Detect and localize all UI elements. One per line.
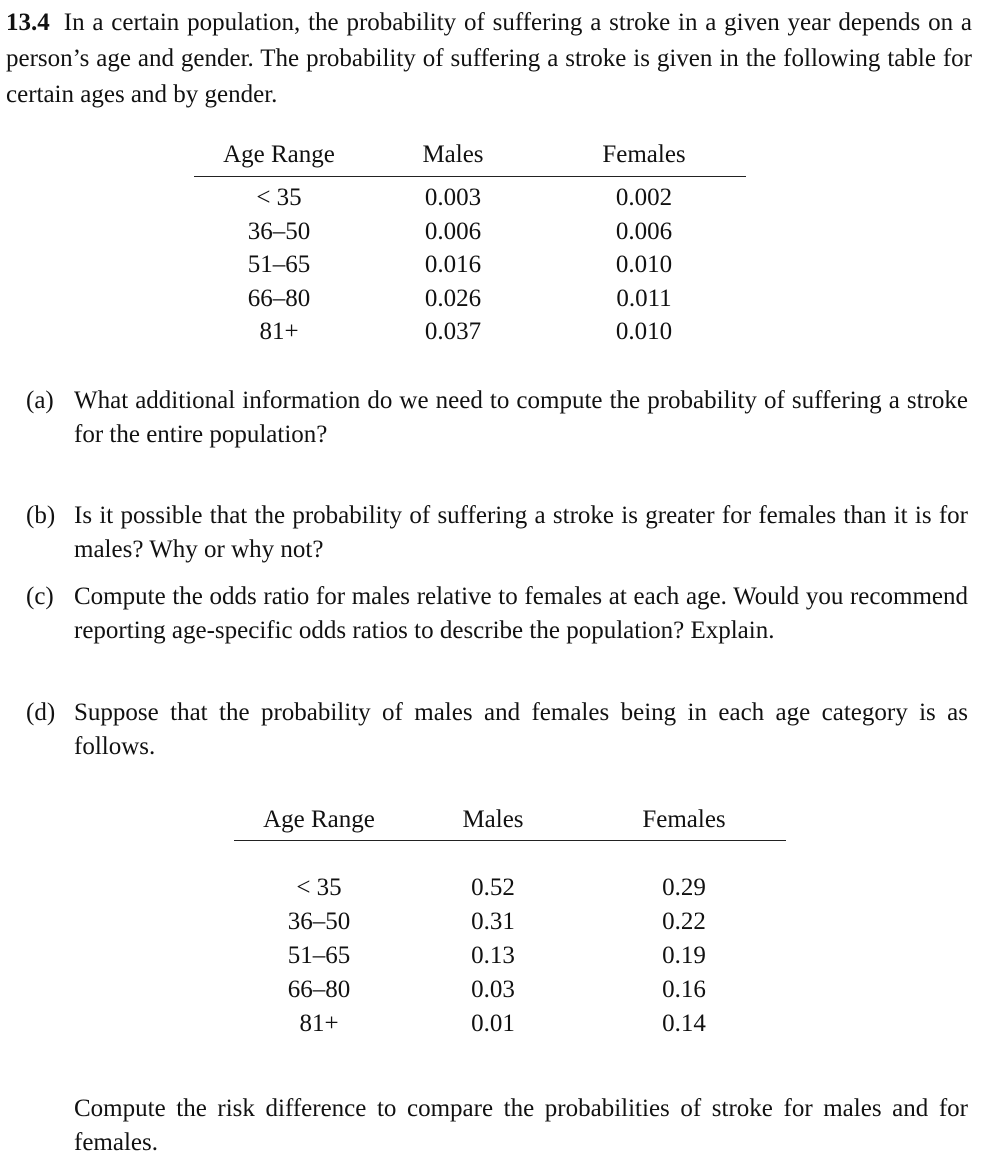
cell-females: 0.006 [615, 217, 673, 245]
table-row [194, 215, 746, 249]
table-header-row [194, 137, 746, 177]
table-row [234, 939, 786, 973]
table-row [234, 905, 786, 939]
cell-males: 0.01 [471, 1010, 515, 1037]
cell-age: 81+ [299, 1010, 339, 1037]
problem-intro-text: In a certain population, the probability of suffering a stroke in a given year depends on a person’s age and gender. The probability of suffering a stroke is given in the following table for certain ages and by gender. [6, 9, 972, 108]
cell-age: 66–80 [247, 284, 311, 312]
cell-females: 0.29 [662, 874, 706, 901]
cell-males: 0.006 [424, 217, 482, 245]
cell-females: 0.22 [662, 908, 706, 935]
cell-age: 36–50 [287, 908, 351, 935]
cell-females: 0.19 [662, 942, 706, 969]
age-distribution-table [234, 802, 786, 1041]
question-part-c [26, 580, 968, 648]
cell-females: 0.011 [616, 284, 672, 312]
stroke-probability-table [194, 137, 746, 349]
table-row [234, 973, 786, 1007]
table-row [234, 871, 786, 905]
cell-females: 0.14 [662, 1010, 706, 1037]
closing-instruction: Compute the risk difference to compare the probabilities of stroke for males and for females. [74, 1095, 968, 1156]
header-age-range: Age Range [234, 802, 404, 841]
table-row [194, 315, 746, 349]
part-text: Compute the odds ratio for males relative to females at each age. Would you recommend reporting age-specific odds ratios to describe the population? Explain. [74, 583, 968, 644]
cell-females: 0.010 [615, 251, 673, 278]
question-part-d [26, 696, 968, 764]
table-row [194, 248, 746, 282]
cell-males: 0.31 [471, 908, 515, 935]
part-label: (a) [26, 387, 54, 414]
cell-males: 0.03 [471, 976, 515, 1003]
table-row [234, 1007, 786, 1041]
cell-age: 36–50 [247, 217, 311, 245]
cell-age: < 35 [256, 184, 302, 211]
part-text: What additional information do we need to compute the probability of suffering a stroke for the entire population? [74, 387, 968, 448]
cell-males: 0.13 [471, 942, 515, 969]
question-part-b [26, 499, 968, 567]
table-header-row [234, 802, 786, 841]
part-text: Suppose that the probability of males and females being in each age category is as follows. [74, 699, 968, 760]
problem-number: 13.4 [6, 9, 50, 36]
cell-females: 0.002 [615, 184, 673, 211]
table-row [194, 177, 746, 215]
cell-females: 0.16 [662, 976, 706, 1003]
cell-age: 51–65 [247, 251, 311, 278]
table-spacer-row [234, 841, 786, 872]
header-males: Males [364, 137, 542, 177]
problem-intro [6, 5, 972, 113]
header-females: Females [582, 802, 786, 841]
part-label: (c) [26, 583, 54, 610]
cell-females: 0.010 [615, 318, 673, 345]
part-text: Is it possible that the probability of suffering a stroke is greater for females than it is for males? Why or why not? [74, 502, 968, 563]
part-label: (b) [26, 502, 56, 529]
cell-age: < 35 [296, 874, 342, 901]
cell-age: 81+ [259, 318, 299, 345]
cell-age: 51–65 [287, 942, 351, 969]
header-males: Males [404, 802, 582, 841]
table-row [194, 282, 746, 316]
cell-males: 0.026 [424, 284, 482, 312]
cell-age: 66–80 [287, 976, 351, 1003]
header-age-range: Age Range [194, 137, 364, 177]
cell-males: 0.003 [424, 184, 482, 211]
cell-males: 0.52 [471, 874, 515, 901]
cell-males: 0.037 [424, 318, 482, 345]
header-females: Females [542, 137, 746, 177]
part-label: (d) [26, 699, 56, 726]
question-part-a [26, 384, 968, 452]
cell-males: 0.016 [424, 251, 482, 278]
